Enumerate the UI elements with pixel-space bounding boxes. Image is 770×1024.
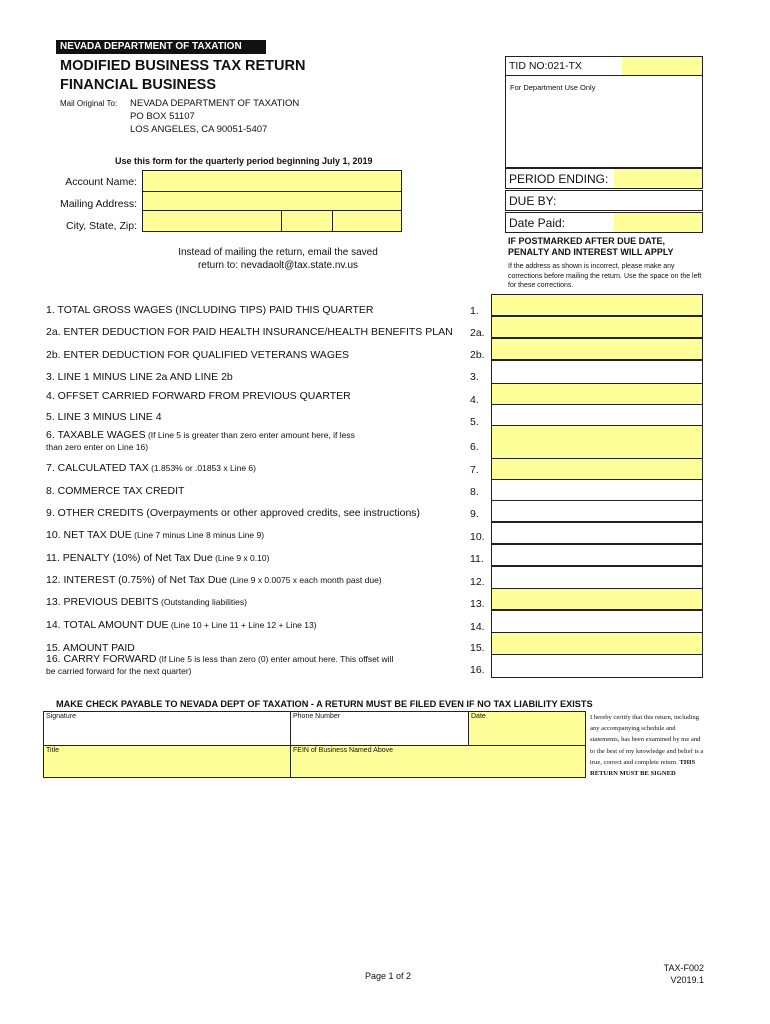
date-field[interactable] (468, 711, 586, 746)
zip-input[interactable] (332, 210, 402, 232)
state-input[interactable] (281, 210, 333, 232)
line-amount-input[interactable] (491, 316, 703, 338)
line-label-continuation: than zero enter on Line 16) (46, 442, 149, 452)
signature-field[interactable] (43, 711, 291, 746)
line-number: 7. (470, 464, 479, 476)
phone-label: Phone Number (293, 713, 341, 720)
line-label-text: 1. TOTAL GROSS WAGES (INCLUDING TIPS) PAID THIS QUARTER (46, 304, 374, 316)
form-version: V2019.1 (670, 975, 704, 985)
date-paid-row (505, 212, 703, 233)
line-number: 15. (470, 642, 485, 654)
line-number: 4. (470, 394, 479, 406)
line-amount-input[interactable] (491, 338, 703, 360)
line-amount-input[interactable] (491, 588, 703, 610)
line-label-text: 12. INTEREST (0.75%) of Net Tax Due (46, 574, 228, 586)
city-state-zip-label: City, State, Zip: (66, 220, 137, 232)
line-label (46, 574, 382, 586)
line-label (46, 485, 184, 497)
line-label-text: 9. OTHER CREDITS (Overpayments or other approved credits, see instructions) (46, 507, 421, 519)
mailing-address-label: Mailing Address: (59, 198, 137, 210)
line-label (46, 429, 355, 453)
line-label (46, 349, 349, 361)
line-amount-input[interactable] (491, 500, 703, 522)
fein-label: FEIN of Business Named Above (293, 747, 393, 754)
line-label (46, 462, 256, 474)
date-label: Date (471, 713, 486, 720)
mailing-address-input[interactable] (142, 191, 402, 211)
email-note-line2: return to: nevadaolt@tax.state.nv.us (197, 260, 359, 271)
phone-field[interactable] (290, 711, 469, 746)
line-label-note: (Outstanding liabilities) (158, 597, 247, 607)
line-amount-input[interactable] (491, 479, 703, 501)
page-number: Page 1 of 2 (365, 971, 412, 981)
line-label-text: 5. LINE 3 MINUS LINE 4 (46, 411, 162, 423)
title-label: Title (46, 747, 59, 754)
certification-bold: THIS RETURN MUST BE SIGNED (590, 758, 696, 778)
make-check-notice: MAKE CHECK PAYABLE TO NEVADA DEPT OF TAXATION - A RETURN MUST BE FILED EVEN IF NO TAX LIABILITY EXISTS (56, 699, 593, 709)
department-banner: NEVADA DEPARTMENT OF TAXATION (56, 40, 266, 54)
form-title (60, 57, 305, 95)
line-amount-input[interactable] (491, 632, 703, 655)
line-label-text: 2a. ENTER DEDUCTION FOR PAID HEALTH INSURANCE/HEALTH BENEFITS PLAN (46, 326, 453, 338)
period-note: Use this form for the quarterly period beginning July 1, 2019 (115, 156, 373, 166)
mail-address (130, 97, 299, 136)
postmark-line2: PENALTY AND INTEREST WILL APPLY (508, 247, 674, 257)
line-amount-input[interactable] (491, 425, 703, 459)
due-by-row (505, 190, 703, 211)
line-number: 3. (470, 371, 479, 383)
line-amount-input[interactable] (491, 544, 703, 566)
mail-address-line: LOS ANGELES, CA 90051-5407 (130, 124, 268, 135)
date-paid-input[interactable] (614, 213, 702, 232)
line-label-text: 10. NET TAX DUE (46, 529, 132, 541)
line-label-text: 11. PENALTY (10%) of Net Tax Due (46, 552, 213, 564)
period-ending-row (505, 168, 703, 189)
line-label-note: (1.853% or .01853 x Line 6) (148, 463, 256, 473)
line-number: 16. (470, 664, 485, 676)
line-amount-input[interactable] (491, 654, 703, 678)
line-label-text: 6. TAXABLE WAGES (46, 429, 146, 441)
postmark-line1: IF POSTMARKED AFTER DUE DATE, (508, 236, 665, 246)
line-number: 12. (470, 576, 485, 588)
certification-text (590, 712, 704, 779)
line-label-text: 13. PREVIOUS DEBITS (46, 596, 159, 608)
line-label-text: 3. LINE 1 MINUS LINE 2a AND LINE 2b (46, 371, 233, 383)
line-label-text: 14. TOTAL AMOUNT DUE (46, 619, 169, 631)
postmark-warning (508, 236, 704, 258)
line-number: 13. (470, 598, 485, 610)
department-use-box (505, 56, 703, 168)
line-number: 2b. (470, 349, 485, 361)
line-label-text: 4. OFFSET CARRIED FORWARD FROM PREVIOUS QUARTER (46, 390, 351, 402)
line-amount-input[interactable] (491, 610, 703, 633)
period-ending-input[interactable] (614, 169, 702, 188)
dept-use-label: For Department Use Only (510, 83, 596, 92)
line-label (46, 304, 374, 316)
email-note (160, 246, 396, 272)
mail-address-line: PO BOX 51107 (130, 111, 195, 122)
line-label-note: (If Line 5 is less than zero (0) enter amout here. This offset will (156, 654, 394, 664)
line-label (46, 326, 453, 338)
line-number: 2a. (470, 327, 485, 339)
account-name-label: Account Name: (65, 176, 137, 188)
line-label (46, 390, 351, 402)
line-label (46, 653, 393, 677)
line-label-note: (Line 9 x 0.0075 x each month past due) (227, 575, 382, 585)
line-number: 9. (470, 508, 479, 520)
line-label-text: 8. COMMERCE TAX CREDIT (46, 485, 185, 497)
line-label-text: 16. CARRY FORWARD (46, 653, 157, 665)
form-id (660, 962, 704, 986)
line-amount-input[interactable] (491, 522, 703, 544)
mail-address-line: NEVADA DEPARTMENT OF TAXATION (130, 98, 300, 109)
form-title-line2: FINANCIAL BUSINESS (60, 77, 217, 93)
line-number: 1. (470, 305, 479, 317)
address-correction-note: If the address as shown is incorrect, please make any corrections before mailing the return. Use the space on the left for these corrections. (508, 263, 702, 289)
form-title-line1: MODIFIED BUSINESS TAX RETURN (60, 58, 306, 74)
line-number: 5. (470, 416, 479, 428)
line-number: 8. (470, 486, 479, 498)
line-label (46, 529, 264, 541)
line-label-note: (If Line 5 is greater than zero enter amount here, if less (145, 430, 355, 440)
tid-label: TID NO:021-TX (509, 60, 582, 72)
mail-label: Mail Original To: (60, 99, 118, 108)
signature-label: Signature (46, 713, 76, 720)
line-label (46, 411, 162, 423)
account-name-input[interactable] (142, 170, 402, 192)
tid-input[interactable] (622, 57, 702, 75)
line-number: 10. (470, 531, 485, 543)
line-number: 14. (470, 621, 485, 633)
line-label-note: (Line 7 minus Line 8 minus Line 9) (131, 530, 265, 540)
line-amount-input[interactable] (491, 404, 703, 426)
line-label-note: (Line 10 + Line 11 + Line 12 + Line 13) (168, 620, 317, 630)
tid-row (506, 57, 702, 76)
period-ending-label: PERIOD ENDING: (509, 172, 609, 186)
due-by-label: DUE BY: (509, 194, 557, 208)
line-label (46, 619, 317, 631)
line-label-text: 7. CALCULATED TAX (46, 462, 149, 474)
line-label (46, 552, 269, 564)
line-amount-input[interactable] (491, 566, 703, 589)
line-amount-input[interactable] (491, 294, 703, 316)
line-number: 6. (470, 441, 479, 453)
city-input[interactable] (142, 210, 282, 232)
line-amount-input[interactable] (491, 360, 703, 384)
line-label-continuation: be carried forward for the next quarter) (46, 666, 192, 676)
line-label (46, 507, 420, 519)
form-id-label: TAX-F002 (663, 963, 704, 973)
line-label (46, 596, 247, 608)
date-paid-label: Date Paid: (509, 216, 566, 230)
line-number: 11. (470, 553, 484, 565)
line-label-note: (Line 9 x 0.10) (212, 553, 270, 563)
email-note-line1: Instead of mailing the return, email the saved (178, 247, 378, 258)
line-amount-input[interactable] (491, 458, 703, 480)
line-label (46, 371, 233, 383)
certification-body: I hereby certify that this return, including any accompanying schedule and statements, has been examined by me and to the best of my knowledge and belief is a true, correct and complete return. (590, 714, 704, 766)
fein-field[interactable] (290, 745, 586, 778)
line-label-text: 15. AMOUNT PAID (46, 642, 135, 654)
line-amount-input[interactable] (491, 383, 703, 405)
title-field[interactable] (43, 745, 291, 778)
line-label-text: 2b. ENTER DEDUCTION FOR QUALIFIED VETERANS WAGES (46, 349, 349, 361)
